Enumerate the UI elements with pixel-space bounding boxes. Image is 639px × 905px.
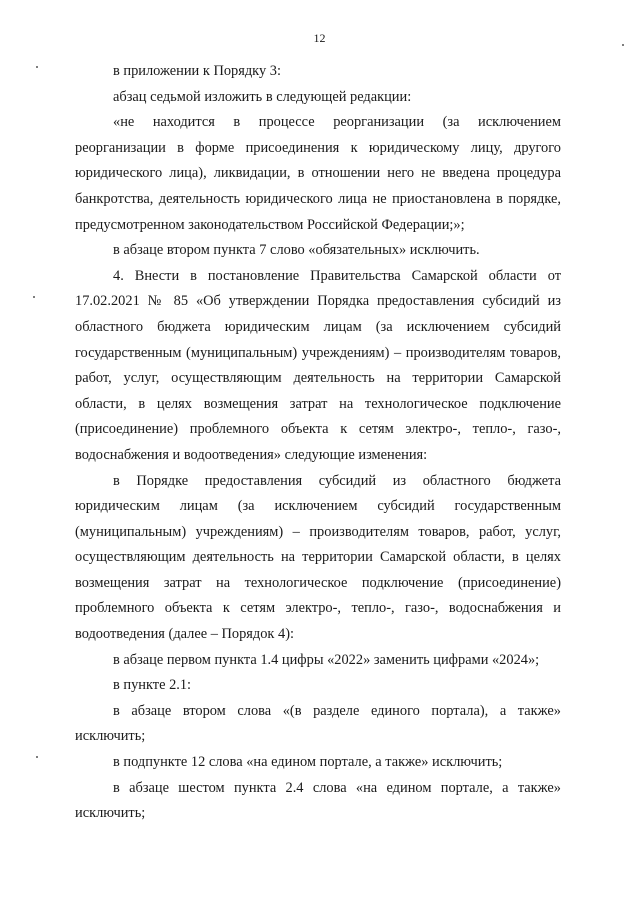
scan-speck (33, 296, 35, 298)
scan-speck (36, 756, 38, 758)
document-body (75, 59, 561, 827)
paragraph: в пункте 2.1: (113, 677, 192, 694)
scan-speck (622, 44, 624, 46)
paragraph: абзац седьмой изложить в следующей редакции: (113, 88, 412, 105)
paragraph: в абзаце первом пункта 1.4 цифры «2022» заменить цифрами «2024»; (113, 651, 540, 668)
paragraph: в абзаце шестом пункта 2.4 слова «на едином портале, а также» исключить; (75, 779, 561, 822)
paragraph: в абзаце втором слова «(в разделе единого портала), а также» исключить; (75, 702, 561, 745)
paragraph: «не находится в процессе реорганизации (за исключением реорганизации в форме присоединения к юридическому лицу, другого юридического лица), ликвидации, в отношении него не введена процедура банкротства, деятельность юридического лица не приостановлена в порядке, предусмотренном законодательством Российской Федерации;»; (75, 114, 561, 233)
paragraph: 4. Внести в постановление Правительства Самарской области от 17.02.2021 № 85 «Об утверждении Порядка предоставления субсидий из областного бюджета юридическим лицам (за исключением субсидий государственным (муниципальным) учреждениям) – производителям товаров, работ, услуг, осуществляющим деятельность на территории Самарской области, в целях возмещения затрат на технологическое подключение (присоединение) проблемного объекта к сетям электро-, тепло-, газо-, водоснабжения и водоотведения» следующие изменения: (75, 267, 561, 463)
paragraph: в приложении к Порядку 3: (113, 63, 281, 79)
page-number: 12 (313, 31, 326, 45)
paragraph: в подпункте 12 слова «на едином портале, а также» исключить; (113, 754, 503, 771)
paragraph: в Порядке предоставления субсидий из областного бюджета юридическим лицам (за исключением субсидий государственным (муниципальным) учреждениям) – производителям товаров, работ, услуг, осуществляющим деятельность на территории Самарской области, в целях возмещения затрат на технологическое подключение (присоединение) проблемного объекта к сетям электро-, тепло-, газо-, водоснабжения и водоотведения (далее – Порядок 4): (75, 472, 561, 643)
paragraph: в абзаце втором пункта 7 слово «обязательных» исключить. (113, 242, 480, 259)
scan-speck (36, 66, 38, 68)
